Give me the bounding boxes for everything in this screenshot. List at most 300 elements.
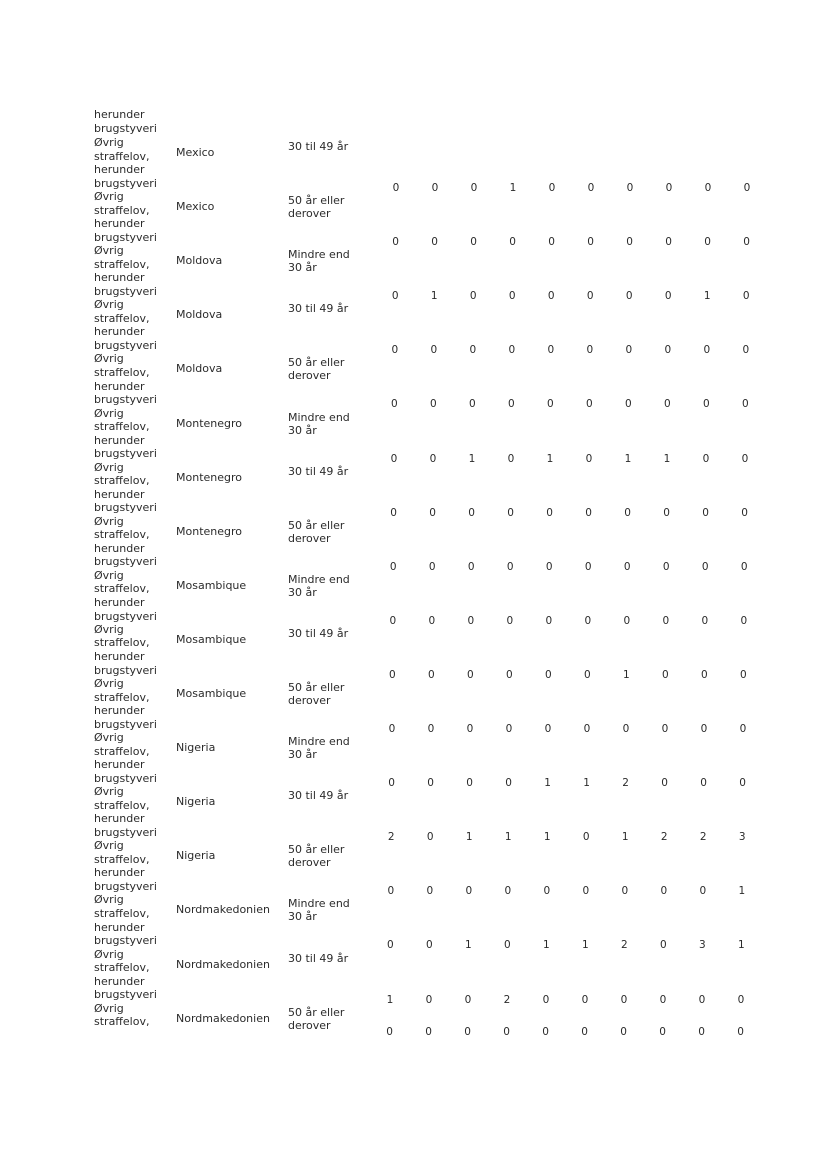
- value-cell: 0: [739, 777, 746, 790]
- crime-type-line: herunder: [94, 704, 145, 718]
- country-cell: Mosambique: [176, 632, 247, 646]
- crime-type-line: Øvrig: [94, 677, 124, 690]
- value-cell: 0: [391, 290, 399, 303]
- value-cell: 1: [386, 993, 394, 1006]
- crime-type: [94, 1002, 166, 1029]
- value-cell: 1: [543, 939, 550, 952]
- value-cell: 0: [425, 1025, 432, 1038]
- value-cell: 0: [430, 398, 437, 411]
- value-cell: 0: [426, 885, 434, 898]
- value-cell: 0: [703, 344, 711, 357]
- value-cell: 0: [584, 614, 592, 627]
- table-row: [0, 622, 828, 681]
- value-cell: 0: [739, 723, 747, 735]
- crime-type-line: straffelov,: [94, 1015, 150, 1029]
- country-cell: Mexico: [176, 146, 215, 159]
- crime-type: [94, 948, 166, 1002]
- value-cell: 0: [737, 1025, 744, 1038]
- crime-type-line: Øvrig: [94, 298, 124, 312]
- crime-type-line: herunder: [94, 920, 145, 934]
- value-cell: 0: [743, 182, 751, 194]
- crime-type-line: brugstyveri: [94, 447, 157, 461]
- table-row: [0, 136, 828, 194]
- value-cell: 0: [543, 885, 551, 898]
- crime-type-line: Øvrig: [94, 622, 124, 636]
- age-group-cell: Mindre end 30 år: [288, 410, 350, 437]
- value-cell: 0: [505, 723, 513, 735]
- age-group-cell: Mindre end 30 år: [288, 248, 350, 275]
- crime-type-line: Øvrig: [94, 785, 124, 799]
- value-cell: 0: [429, 506, 436, 519]
- value-cell: 0: [508, 344, 516, 357]
- crime-type-line: Øvrig: [94, 1001, 124, 1015]
- crime-type-line: Øvrig: [94, 731, 124, 745]
- crime-type-line: herunder: [94, 866, 145, 880]
- country-cell: Nordmakedonien: [176, 957, 270, 971]
- value-cell: 0: [700, 777, 707, 790]
- value-cell: 1: [468, 452, 476, 465]
- value-cell: 1: [621, 831, 629, 844]
- crime-type-line: brugstyveri: [94, 771, 157, 785]
- value-cell: 0: [702, 506, 709, 519]
- value-cell: 0: [466, 777, 473, 790]
- value-cell: 0: [467, 668, 474, 681]
- crime-type: [94, 569, 166, 623]
- country-cell: Moldova: [176, 308, 223, 322]
- country-cell: Montenegro: [176, 470, 243, 484]
- value-cell: 0: [663, 506, 670, 519]
- age-group-cell: 50 år eller derover: [288, 356, 345, 383]
- table-row: [0, 731, 828, 790]
- crime-type-line: Øvrig: [94, 514, 124, 528]
- lead-line: herunder: [94, 108, 145, 121]
- value-cell: 0: [388, 777, 395, 790]
- value-cell: 0: [428, 668, 435, 681]
- value-cell: 0: [587, 182, 595, 194]
- value-cell: 0: [625, 398, 632, 411]
- value-cell: 0: [430, 344, 438, 357]
- value-cell: 0: [662, 668, 669, 681]
- value-cell: 0: [508, 398, 515, 411]
- value-cell: 0: [701, 560, 709, 573]
- country-cell: Moldova: [176, 254, 223, 268]
- crime-type-line: straffelov,: [94, 798, 150, 812]
- age-group-cell: 30 til 49 år: [288, 789, 349, 803]
- value-cell: 0: [624, 506, 631, 519]
- age-group-cell: 50 år eller derover: [288, 194, 345, 221]
- value-cell: 0: [427, 723, 435, 735]
- value-cell: 0: [623, 614, 631, 627]
- value-cell: 0: [623, 560, 631, 573]
- value-cell: 0: [626, 182, 634, 194]
- crime-type-line: herunder: [94, 433, 145, 447]
- crime-type-line: herunder: [94, 541, 145, 555]
- crime-type-line: Øvrig: [94, 460, 124, 474]
- crime-type-line: herunder: [94, 974, 145, 988]
- value-cell: 0: [664, 344, 672, 357]
- value-cell: 1: [430, 290, 438, 303]
- country-cell: Nigeria: [176, 741, 216, 755]
- value-cell: 0: [431, 182, 439, 194]
- crime-type-line: straffelov,: [94, 311, 150, 325]
- value-cell: 0: [391, 344, 399, 357]
- value-cell: 0: [390, 506, 397, 519]
- value-cell: 0: [701, 668, 708, 681]
- value-cell: 0: [740, 560, 748, 573]
- crime-type-line: brugstyveri: [94, 717, 157, 731]
- crime-type-line: straffelov,: [94, 636, 150, 650]
- leading-text: [94, 108, 157, 135]
- crime-type-line: straffelov,: [94, 961, 150, 975]
- crime-type-line: herunder: [94, 595, 145, 609]
- value-cell: 0: [741, 452, 749, 465]
- crime-type-line: brugstyveri: [94, 284, 157, 298]
- crime-type-line: brugstyveri: [94, 230, 157, 244]
- value-cell: 0: [587, 236, 594, 249]
- country-cell: Moldova: [176, 362, 223, 376]
- crime-type: [94, 515, 166, 569]
- crime-type-line: Øvrig: [94, 244, 124, 258]
- value-cell: 0: [467, 560, 475, 573]
- table-row: [0, 460, 828, 519]
- age-group-cell: Mindre end 30 år: [288, 735, 350, 762]
- crime-type-line: straffelov,: [94, 203, 150, 217]
- crime-type: [94, 407, 166, 461]
- value-cell: 0: [737, 993, 745, 1006]
- value-cell: 0: [464, 993, 472, 1006]
- value-cell: 0: [465, 885, 473, 898]
- crime-type-line: Øvrig: [94, 352, 124, 366]
- value-cell: 0: [625, 344, 633, 357]
- value-cell: 0: [507, 506, 514, 519]
- crime-type: [94, 731, 166, 785]
- value-cell: 0: [428, 614, 436, 627]
- crime-type-line: brugstyveri: [94, 609, 157, 623]
- value-cell: 1: [504, 831, 512, 844]
- crime-type-line: herunder: [94, 163, 145, 177]
- value-cell: 0: [699, 885, 707, 898]
- country-cell: Montenegro: [176, 524, 243, 538]
- lead-line: brugstyveri: [94, 121, 157, 135]
- value-cell: 1: [583, 777, 590, 790]
- value-cell: 0: [426, 939, 433, 952]
- crime-type-line: Øvrig: [94, 947, 124, 961]
- value-cell: 0: [389, 614, 397, 627]
- value-cell: 0: [506, 668, 513, 681]
- value-cell: 0: [742, 344, 750, 357]
- value-cell: 0: [470, 236, 477, 249]
- value-cell: 0: [743, 236, 750, 249]
- country-cell: Montenegro: [176, 416, 243, 430]
- crime-type-line: brugstyveri: [94, 501, 157, 515]
- value-cell: 0: [427, 777, 434, 790]
- value-cell: 0: [742, 290, 750, 303]
- value-cell: 0: [660, 939, 667, 952]
- value-cell: 0: [740, 668, 747, 681]
- table-row: [0, 244, 828, 303]
- crime-type-line: Øvrig: [94, 190, 124, 204]
- age-group-cell: 30 til 49 år: [288, 951, 349, 965]
- value-cell: 0: [704, 236, 711, 249]
- value-cell: 0: [703, 398, 710, 411]
- value-cell: 0: [504, 885, 512, 898]
- value-cell: 0: [664, 398, 671, 411]
- value-cell: 0: [509, 236, 516, 249]
- crime-type-line: straffelov,: [94, 149, 150, 163]
- crime-type-line: straffelov,: [94, 744, 150, 758]
- value-cell: 0: [545, 668, 552, 681]
- table-row: [0, 677, 828, 735]
- crime-type-line: straffelov,: [94, 365, 150, 379]
- value-cell: 1: [544, 777, 551, 790]
- crime-type: [94, 623, 166, 677]
- table-row: [0, 1002, 828, 1056]
- age-group-cell: 30 til 49 år: [288, 302, 349, 316]
- crime-type-line: herunder: [94, 379, 145, 393]
- value-cell: 0: [742, 398, 749, 411]
- age-group-cell: 50 år eller derover: [288, 843, 345, 870]
- value-cell: 0: [547, 398, 554, 411]
- value-cell: 1: [546, 452, 554, 465]
- value-cell: 0: [583, 723, 591, 735]
- crime-type-line: herunder: [94, 271, 145, 285]
- country-cell: Mosambique: [176, 687, 247, 700]
- value-cell: 0: [662, 614, 670, 627]
- crime-type-line: straffelov,: [94, 474, 150, 488]
- value-cell: 0: [581, 1025, 588, 1038]
- value-cell: 0: [582, 831, 590, 844]
- value-cell: 0: [698, 993, 706, 1006]
- country-cell: Nigeria: [176, 849, 216, 863]
- value-cell: 0: [505, 777, 512, 790]
- value-cell: 0: [586, 290, 594, 303]
- value-cell: 0: [508, 290, 516, 303]
- value-cell: 0: [504, 939, 511, 952]
- value-cell: 0: [621, 885, 629, 898]
- value-cell: 0: [389, 668, 396, 681]
- value-cell: 0: [665, 236, 672, 249]
- value-cell: 0: [470, 182, 478, 194]
- crime-type: [94, 785, 166, 839]
- value-cell: 1: [623, 668, 630, 681]
- value-cell: 0: [386, 1025, 393, 1038]
- value-cell: 0: [467, 614, 475, 627]
- value-cell: 0: [390, 452, 398, 465]
- crime-type-line: brugstyveri: [94, 393, 157, 407]
- value-cell: 0: [387, 885, 395, 898]
- value-cell: 2: [699, 831, 707, 844]
- age-group-cell: 50 år eller derover: [288, 681, 345, 707]
- table-row: [0, 298, 828, 357]
- crime-type-line: brugstyveri: [94, 339, 157, 353]
- value-cell: 0: [426, 831, 434, 844]
- country-cell: Mexico: [176, 200, 215, 214]
- crime-type-line: straffelov,: [94, 852, 150, 866]
- value-cell: 0: [660, 885, 668, 898]
- crime-type-line: herunder: [94, 650, 145, 664]
- value-cell: 0: [584, 560, 592, 573]
- crime-type: [94, 893, 166, 947]
- value-cell: 0: [391, 398, 398, 411]
- crime-type-line: straffelov,: [94, 420, 150, 434]
- value-cell: 0: [545, 614, 553, 627]
- value-cell: 0: [586, 398, 593, 411]
- value-cell: 1: [543, 831, 551, 844]
- crime-type: [94, 136, 166, 190]
- crime-type: [94, 461, 166, 515]
- crime-type-line: Øvrig: [94, 839, 124, 853]
- value-cell: 0: [586, 344, 594, 357]
- crime-type-line: herunder: [94, 217, 145, 231]
- value-cell: 0: [620, 1025, 627, 1038]
- value-cell: 0: [698, 1025, 705, 1038]
- value-cell: 0: [622, 723, 630, 735]
- value-cell: 0: [507, 452, 515, 465]
- value-cell: 0: [545, 560, 553, 573]
- crime-type-line: brugstyveri: [94, 825, 157, 839]
- value-cell: 0: [503, 1025, 510, 1038]
- table-row: [0, 785, 828, 844]
- crime-type-line: brugstyveri: [94, 934, 157, 948]
- value-cell: 0: [740, 614, 748, 627]
- value-cell: 0: [548, 182, 556, 194]
- country-cell: Nigeria: [176, 795, 216, 809]
- crime-type-line: herunder: [94, 325, 145, 339]
- age-group-cell: 30 til 49 år: [288, 464, 349, 478]
- value-cell: 1: [509, 182, 517, 194]
- value-cell: 0: [469, 290, 477, 303]
- value-cell: 2: [503, 993, 511, 1006]
- crime-type-line: Øvrig: [94, 893, 124, 907]
- crime-type-line: herunder: [94, 812, 145, 826]
- age-group-cell: 50 år eller derover: [288, 1005, 345, 1032]
- value-cell: 0: [389, 560, 397, 573]
- table-row: [0, 568, 828, 627]
- value-cell: 0: [585, 452, 593, 465]
- crime-type-line: herunder: [94, 487, 145, 501]
- value-cell: 0: [548, 236, 555, 249]
- value-cell: 0: [700, 723, 708, 735]
- table-row: [0, 406, 828, 465]
- value-cell: 0: [469, 398, 476, 411]
- crime-type: [94, 352, 166, 406]
- value-cell: 0: [431, 236, 438, 249]
- value-cell: 2: [621, 939, 628, 952]
- age-group-cell: Mindre end 30 år: [288, 572, 350, 599]
- value-cell: 0: [388, 723, 396, 735]
- country-cell: Nordmakedonien: [176, 1011, 270, 1025]
- value-cell: 0: [547, 344, 555, 357]
- crime-type-line: Øvrig: [94, 568, 124, 582]
- value-cell: 0: [661, 723, 669, 735]
- value-cell: 0: [585, 506, 592, 519]
- value-cell: 1: [703, 290, 711, 303]
- table-row: [0, 947, 828, 1006]
- value-cell: 2: [660, 831, 668, 844]
- table-row: [0, 190, 828, 249]
- crime-type: [94, 190, 166, 244]
- crime-type-line: straffelov,: [94, 906, 150, 920]
- value-cell: 0: [464, 1025, 471, 1038]
- value-cell: 0: [701, 614, 709, 627]
- age-group-cell: 30 til 49 år: [288, 626, 349, 640]
- crime-type: [94, 244, 166, 298]
- crime-type-line: straffelov,: [94, 257, 150, 271]
- age-group-cell: 30 til 49 år: [288, 140, 349, 153]
- crime-type-line: brugstyveri: [94, 663, 157, 677]
- crime-type-line: Øvrig: [94, 136, 124, 149]
- value-cell: 0: [661, 777, 668, 790]
- value-cell: 1: [465, 831, 473, 844]
- crime-type: [94, 677, 166, 731]
- crime-type-line: brugstyveri: [94, 176, 157, 190]
- value-cell: 0: [542, 1025, 549, 1038]
- value-cell: 0: [387, 939, 394, 952]
- crime-type-line: brugstyveri: [94, 555, 157, 569]
- value-cell: 0: [665, 182, 673, 194]
- value-cell: 0: [662, 560, 670, 573]
- value-cell: 0: [469, 344, 477, 357]
- value-cell: 3: [738, 831, 746, 844]
- value-cell: 0: [544, 723, 552, 735]
- value-cell: 0: [625, 290, 633, 303]
- crime-type-line: straffelov,: [94, 528, 150, 542]
- value-cell: 0: [547, 290, 555, 303]
- value-cell: 0: [542, 993, 550, 1006]
- crime-type-line: brugstyveri: [94, 988, 157, 1002]
- value-cell: 0: [620, 993, 628, 1006]
- crime-type-line: herunder: [94, 758, 145, 772]
- value-cell: 0: [664, 290, 672, 303]
- table-row: [0, 893, 828, 952]
- value-cell: 0: [741, 506, 748, 519]
- table-row: [0, 839, 828, 898]
- table-row: [0, 352, 828, 411]
- value-cell: 0: [581, 993, 589, 1006]
- value-cell: 1: [624, 452, 632, 465]
- value-cell: 0: [506, 560, 514, 573]
- value-cell: 2: [622, 777, 629, 790]
- value-cell: 0: [392, 236, 399, 249]
- crime-type-line: straffelov,: [94, 690, 150, 704]
- value-cell: 0: [626, 236, 633, 249]
- value-cell: 0: [546, 506, 553, 519]
- table-row: [0, 514, 828, 573]
- value-cell: 0: [468, 506, 475, 519]
- value-cell: 0: [429, 452, 437, 465]
- value-cell: 0: [392, 182, 400, 194]
- value-cell: 0: [582, 885, 590, 898]
- crime-type-line: straffelov,: [94, 582, 150, 596]
- value-cell: 1: [663, 452, 671, 465]
- value-cell: 0: [584, 668, 591, 681]
- crime-type-line: Øvrig: [94, 406, 124, 420]
- value-cell: 0: [428, 560, 436, 573]
- value-cell: 0: [659, 1025, 666, 1038]
- crime-type: [94, 298, 166, 352]
- age-group-cell: Mindre end 30 år: [288, 897, 350, 924]
- value-cell: 0: [425, 993, 433, 1006]
- value-cell: 0: [466, 723, 474, 735]
- value-cell: 0: [659, 993, 667, 1006]
- value-cell: 0: [506, 614, 514, 627]
- country-cell: Nordmakedonien: [176, 903, 270, 917]
- country-cell: Mosambique: [176, 578, 247, 592]
- crime-type: [94, 839, 166, 893]
- age-group-cell: 50 år eller derover: [288, 518, 345, 545]
- value-cell: 2: [387, 831, 395, 844]
- value-cell: 0: [704, 182, 712, 194]
